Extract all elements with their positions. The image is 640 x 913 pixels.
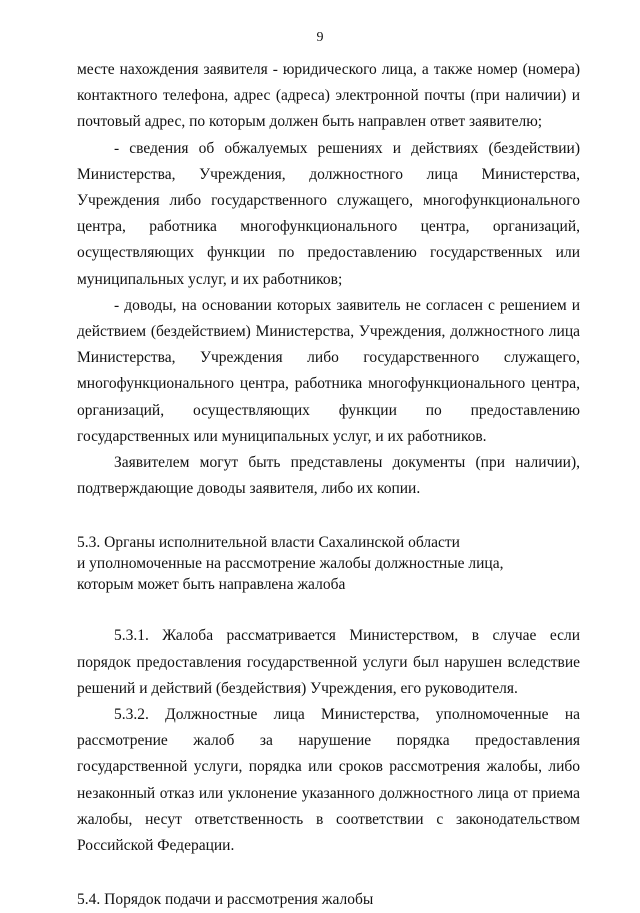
paragraph-arguments: - доводы, на основании которых заявитель не согласен с решением и действием (бездействием) Министерства, Учреждения, должностного лица Министерства, Учреждения либо государственного служащего, многофункционального центра, работника многофункционального центра, организаций, осуществляющих функции по предоставлению государственных или муниципальных услуг, и их работников. bbox=[77, 296, 580, 445]
page-number: 9 bbox=[316, 30, 324, 45]
document-body bbox=[77, 57, 580, 913]
section-heading-5-4: 5.4. Порядок подачи и рассмотрения жалобы bbox=[77, 891, 374, 909]
paragraph-appealed-decisions: - сведения об обжалуемых решениях и действиях (бездействии) Министерства, Учреждения, должностного лица Министерства, Учреждения либо государственного служащего, многофункционального центра, работника многофункционального центра, организаций, осуществляющих функции по предоставлению государственных или муниципальных услуг, и их работников; bbox=[77, 139, 580, 288]
paragraph-5-3-2: 5.3.2. Должностные лица Министерства, уполномоченные на рассмотрение жалоб за нарушение порядка предоставления государственной услуги, порядка или сроков рассмотрения жалобы, либо незаконный отказ или уклонение указанного должностного лица от приема жалобы, несут ответственность в соответствии с законодательством Российской Федерации. bbox=[77, 706, 580, 855]
section-heading-line-3: которым может быть направлена жалоба bbox=[77, 576, 346, 594]
paragraph-documents: Заявителем могут быть представлены документы (при наличии), подтверждающие доводы заявителя, либо их копии. bbox=[77, 454, 580, 498]
paragraph-contact-info: месте нахождения заявителя - юридического лица, а также номер (номера) контактного телефона, адрес (адреса) электронной почты (при наличии) и почтовый адрес, по которым должен быть направлен ответ заявителю; bbox=[77, 61, 580, 131]
section-heading-line-2: и уполномоченные на рассмотрение жалобы должностные лица, bbox=[77, 555, 504, 573]
paragraph-5-3-1: 5.3.1. Жалоба рассматривается Министерством, в случае если порядок предоставления государственной услуги был нарушен вследствие решений и действий (бездействия) Учреждения, его руководителя. bbox=[77, 627, 580, 697]
section-heading-line-1: 5.3. Органы исполнительной власти Сахалинской области bbox=[77, 534, 460, 552]
section-heading-5-3 bbox=[77, 532, 580, 595]
